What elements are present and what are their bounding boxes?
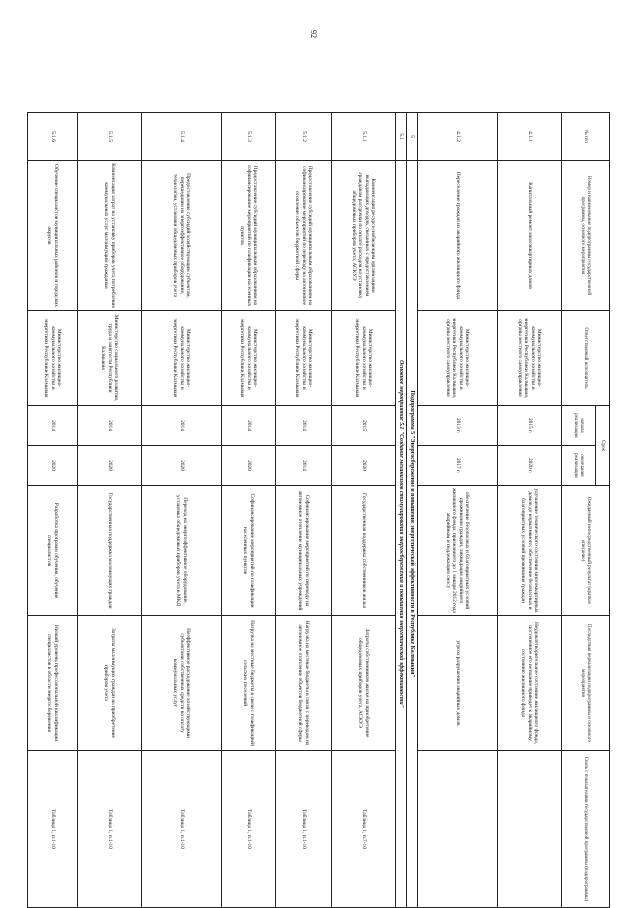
table-row — [142, 113, 222, 908]
row-responsible: Министерство жилищно-коммунального хозяйства и энергетики Республики Калмыкия — [222, 311, 276, 406]
row-consequences: Нагрузка на местные бюджеты в связи с переводом на автономное отопление объектов бюджетной сферы — [276, 616, 332, 751]
row-num: 5.1.2 — [276, 113, 332, 161]
row-name: Переселение граждан из аварийного жилищного фонда — [418, 161, 498, 311]
row-end: 2020 — [332, 446, 396, 486]
row-expected: Государственная поддержка собственников жилья — [332, 486, 396, 616]
row-end: 2017 г. — [418, 446, 498, 486]
row-end: 2020 — [222, 446, 276, 486]
row-expected: улучшение технического состояния многоквартирных домов до нормативного; обеспечение безопасных и благоприятных условий проживания граждан — [498, 486, 562, 616]
row-num: 5.1.6 — [28, 113, 78, 161]
header-link: Связь с показателями государственной программы (подпрограммы) — [562, 751, 610, 908]
table-row — [28, 113, 78, 908]
row-name: Компенсация затрат на установку приборов учета потребления коммунальных услуг малоимущим гражданам — [78, 161, 142, 311]
row-responsible: Министерство жилищно-коммунального хозяйства и энергетики Республики Калмыкия, органы местного самоуправления — [418, 311, 498, 406]
row-name: Компенсация ресурсоснабжающим организациям выпадающих доходов, связанных с предоставлением гражданам рассрочки по оплате расходов на установку общедомовых приборов учета, АСКУЭ — [332, 161, 396, 311]
row-consequences: Низкий уровень профессиональной квалификации специалистов в области энергосбережения — [28, 616, 78, 751]
row-num: 4.1.2 — [418, 113, 498, 161]
row-end: 2014 — [276, 446, 332, 486]
row-link: Таблица 1, п.1-10 — [78, 751, 142, 908]
row-start: 2015 г. — [498, 406, 562, 446]
row-responsible: Министерство жилищно-коммунального хозяйства и энергетики Республики Калмыкия — [332, 311, 396, 406]
header-name: Номер и наименование подпрограммы государственной программы, основного мероприятия — [562, 161, 610, 311]
row-start: 2014 — [28, 406, 78, 446]
row-start: 2014 — [222, 406, 276, 446]
table-row — [332, 113, 396, 908]
row-link: Таблица 1, п.1-10 — [276, 751, 332, 908]
section-row — [407, 113, 418, 908]
header-end: окончания реализации — [562, 446, 596, 486]
table-row — [418, 113, 498, 908]
row-consequences: Нагрузка на местные бюджеты в связи с газификацией сельских поселений — [222, 616, 276, 751]
row-name: Обучение специалистов муниципальных районов и городских округов — [28, 161, 78, 311]
row-start: 2015 — [332, 406, 396, 446]
row-name: Капитальный ремонт многоквартирных домов — [498, 161, 562, 311]
row-num: 4.1.1 — [498, 113, 562, 161]
row-consequences: Неудовлетворительное состояние жилищного фонда, постепенное его ветшание приведет к аварийному состоянию жилищного фонда — [498, 616, 562, 751]
row-start: 2014 — [276, 406, 332, 446]
row-expected: Государственная поддержка малоимущих граждан — [78, 486, 142, 616]
header-expected: Ожидаемый непосредственный результат (краткое описание) — [562, 486, 610, 616]
table-row — [222, 113, 276, 908]
row-expected: Разработка программ обучения, обучение специалистов — [28, 486, 78, 616]
page-number: 92 — [309, 30, 318, 38]
row-responsible: Министерство социального развития, труда и занятости Республики Калмыкия — [78, 311, 142, 406]
row-link — [418, 751, 498, 908]
subsection-num: 5.1 — [396, 113, 407, 161]
row-name: Предоставление субсидий муниципальным образованиям на софинансирование мероприятий по переводу на автономное отопление объектов бюджетной сферы — [276, 161, 332, 311]
measures-table — [27, 112, 610, 908]
row-start: 2014 — [142, 406, 222, 446]
row-link: Таблица 1, п.1-10 — [28, 751, 78, 908]
header-num: № п/п — [562, 113, 610, 161]
row-name: Предоставление субсидий хозяйствующим субъектам, перешедшим на энергоэффективное оборудование, технологии, установки общедомовых приборов учета — [142, 161, 222, 311]
row-expected: Софинансирование мероприятий по газификации населенных пунктов — [222, 486, 276, 616]
row-responsible: Министерство жилищно-коммунального хозяйства и энергетики Республики Калмыкия, органы местного самоуправления — [498, 311, 562, 406]
table-row — [78, 113, 142, 908]
table-row — [276, 113, 332, 908]
row-consequences: Затраты малоимущих граждан на приобретение приборов учета — [78, 616, 142, 751]
row-responsible: Министерство жилищно-коммунального хозяйства и энергетики Республики Калмыкия — [28, 311, 78, 406]
rotated-table-wrapper — [40, 112, 610, 907]
row-link: Таблица 1, п.7-10 — [332, 751, 396, 908]
subsection-row — [396, 113, 407, 908]
row-expected: Переход на энергоэффективное оборудование, установка общедомовых приборов учета в МКД — [142, 486, 222, 616]
row-end: 2020 — [142, 446, 222, 486]
row-link — [498, 751, 562, 908]
row-expected: обеспечение безопасных и благоприятных условий проживания граждан, ликвидация аварийного жилищного фонда, признанного до 1 января 2012 года аварийным и подлежащим сносу — [418, 486, 498, 616]
row-consequences: Затраты собственников жилья на приобретение общедомовых приборов учета, АСКУЭ — [332, 616, 396, 751]
row-start: 2014 — [78, 406, 142, 446]
row-link: Таблица 1, п.1-10 — [142, 751, 222, 908]
row-end: 2020 г. — [498, 446, 562, 486]
row-consequences: угроза разрушения аварийных домов — [418, 616, 498, 751]
subsection-title: Основное мероприятие 5.1 "Создание механизмов стимулирования энергосбережения и повышения энергетической эффективности" — [396, 161, 407, 908]
row-expected: Софинансирование мероприятий по переводу на автономное отопление муниципальных учреждений — [276, 486, 332, 616]
header-start: начала реализации — [562, 406, 596, 446]
row-num: 5.1.4 — [142, 113, 222, 161]
header-term: Срок — [596, 406, 610, 486]
row-num: 5.1.3 — [222, 113, 276, 161]
table-row — [498, 113, 562, 908]
row-link: Таблица 1, п.1-10 — [222, 751, 276, 908]
row-start: 2013 г. — [418, 406, 498, 446]
row-name: Предоставление субсидий муниципальным образованиям на софинансирование мероприятий по газификации населенных пунктов — [222, 161, 276, 311]
header-responsible: Ответственный исполнитель — [562, 311, 610, 406]
row-responsible: Министерство жилищно-коммунального хозяйства и энергетики Республики Калмыкия — [142, 311, 222, 406]
row-consequences: Неэффективное расходование хозяйствующими субъектами собственных средств на оплату коммунальных услуг — [142, 616, 222, 751]
row-responsible: Министерство жилищно-коммунального хозяйства и энергетики Республики Калмыкия — [276, 311, 332, 406]
row-num: 5.1.1 — [332, 113, 396, 161]
row-end: 2020 — [78, 446, 142, 486]
row-end: 2020 — [28, 446, 78, 486]
section-num: 5 — [407, 113, 418, 161]
header-consequences: Последствия нереализации подпрограммы и основного мероприятия — [562, 616, 610, 751]
row-num: 5.1.5 — [78, 113, 142, 161]
section-title: Подпрограмма 5 "Энергосбережение и повышение энергетической эффективности в Республике Калмыкия" — [407, 161, 418, 908]
